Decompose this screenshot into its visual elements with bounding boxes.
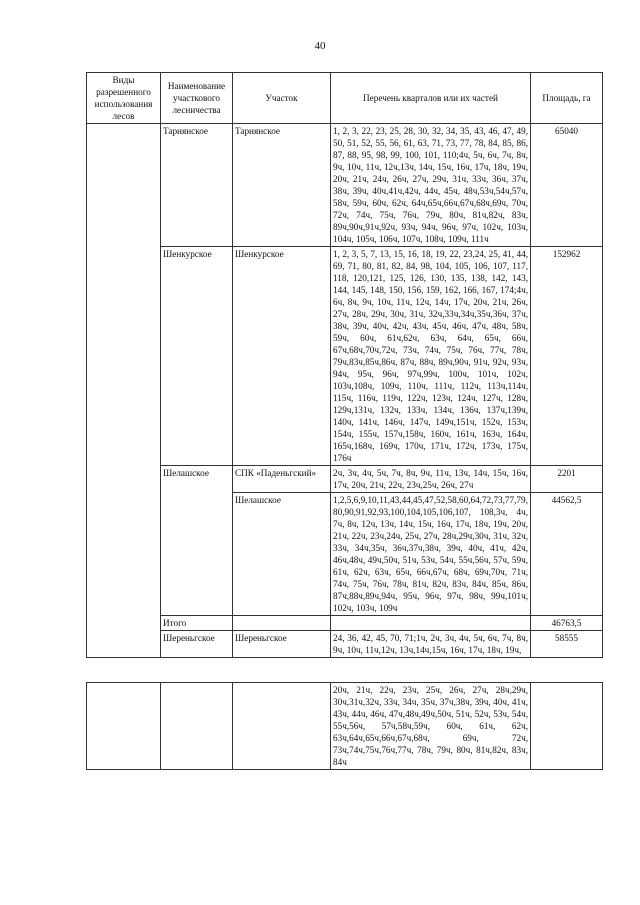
quarters-cell: 2ч, 3ч, 4ч, 5ч, 7ч, 8ч, 9ч, 11ч, 13ч, 14ч, 15ч, 16ч, 17ч, 20ч, 21ч, 22ч, 23ч,25ч, 26ч, 27ч — [331, 466, 531, 493]
header-quarters: Перечень кварталов или их частей — [331, 73, 531, 124]
forestry-cell: Шелашское — [161, 466, 233, 616]
quarters-cell: 1,2,5,6,9,10,11,43,44,45,47,52,58,60,64,72,73,77,79,80,90,91,92,93,100,104,105,106,107, 108,3ч, 4ч, 7ч, 8ч, 12ч, 13ч, 14ч, 15ч, 16ч, 17ч, 18ч, 19ч, 20ч, 21ч, 22ч, 23ч,24ч, 25ч, 27ч, 28ч,29ч,30ч, 31ч, 32ч, 33ч, 34ч,35ч, 36ч,37ч,38ч, 39ч, 40ч, 41ч, 42ч, 46ч,48ч, 49ч,50ч, 51ч, 53ч, 54ч, 55ч,56ч, 57ч, 59ч, 61ч, 62ч, 63ч, 65ч, 66ч,67ч, 68ч, 69ч,70ч, 71ч, 74ч, 75ч, 76ч, 78ч, 81ч, 82ч, 83ч, 84ч, 85ч, 86ч, 87ч,88ч,89ч,94ч, 95ч, 96ч, 97ч, 98ч, 99ч,101ч, 102ч, 103ч, 109ч — [331, 493, 531, 616]
page-number: 40 — [314, 40, 326, 52]
page-break-gap — [87, 658, 603, 683]
table-row — [87, 631, 603, 658]
area-cell: 2201 — [531, 466, 603, 493]
quarters-cell: 20ч, 21ч, 22ч, 23ч, 25ч, 26ч, 27ч, 28ч,29ч, 30ч,31ч,32ч, 33ч, 34ч, 35ч, 37ч,38ч, 39ч, 40ч, 41ч, 43ч, 44ч, 46ч, 47ч,48ч,49ч,50ч, 51ч, 52ч, 53ч, 54ч, 55ч,56ч, 57ч,58ч,59ч, 60ч, 61ч, 62ч, 63ч,64ч,65ч,66ч,67ч,68ч, 69ч, 72ч, 73ч,74ч,75ч,76ч,77ч, 78ч, 79ч, 80ч, 81ч,82ч, 83ч, 84ч — [331, 683, 531, 770]
area-cell — [531, 683, 603, 770]
forest-quarters-table — [86, 72, 603, 770]
forestry-cell — [161, 683, 233, 770]
quarters-cell — [331, 616, 531, 631]
section-cell — [233, 616, 331, 631]
table-row-continued — [87, 683, 603, 770]
table-row — [87, 247, 603, 466]
table-row-total — [87, 616, 603, 631]
quarters-cell: 1, 2, 3, 5, 7, 13, 15, 16, 18, 19, 22, 23,24, 25, 41, 44, 69, 71, 80, 81, 82, 84, 98, 104, 105, 106, 107, 117, 118, 120,121, 125, 126, 130, 135, 138, 142, 143, 144, 145, 148, 150, 156, 159, 162, 166, 167, 174;4ч, 6ч, 8ч, 9ч, 10ч, 11ч, 12ч, 14ч, 17ч, 20ч, 21ч, 26ч, 27ч, 28ч, 29ч, 30ч, 31ч, 32ч,33ч,34ч,35ч,36ч, 37ч, 38ч, 39ч, 40ч, 42ч, 43ч, 45ч, 46ч, 47ч, 48ч, 58ч, 59ч, 60ч, 61ч,62ч, 63ч, 64ч, 65ч, 66ч, 67ч,68ч,70ч,72ч, 73ч, 74ч, 75ч, 76ч, 77ч, 78ч, 79ч,83ч,85ч,86ч, 87ч, 88ч, 89ч,90ч, 91ч, 92ч, 93ч, 94ч, 95ч, 96ч, 97ч,99ч, 100ч, 101ч, 102ч, 103ч,108ч, 109ч, 110ч, 111ч, 112ч, 113ч,114ч, 115ч, 116ч, 119ч, 122ч, 123ч, 124ч, 127ч, 128ч, 129ч,131ч, 132ч, 133ч, 134ч, 136ч, 137ч,139ч, 140ч, 141ч, 146ч, 147ч, 149ч,151ч, 152ч, 153ч, 154ч, 155ч, 157ч,158ч, 160ч, 161ч, 163ч, 164ч, 165ч,168ч, 169ч, 170ч, 171ч, 172ч, 173ч, 175ч, 176ч — [331, 247, 531, 466]
table-header-row — [87, 73, 603, 124]
quarters-cell: 1, 2, 3, 22, 23, 25, 28, 30, 32, 34, 35, 43, 46, 47, 49, 50, 51, 52, 55, 56, 61, 63, 71, 73, 77, 78, 84, 85, 86, 87, 88, 95, 98, 99, 100, 101, 110;4ч, 5ч, 6ч, 7ч, 8ч, 9ч, 10ч, 11ч, 12ч,13ч, 14ч, 15ч, 16ч, 17ч, 18ч, 19ч, 20ч, 21ч, 24ч, 26ч, 27ч, 29ч, 31ч, 33ч, 36ч, 37ч, 38ч, 39ч, 40ч,41ч,42ч, 44ч, 45ч, 48ч,53ч,54ч,57ч, 58ч, 59ч, 60ч, 62ч, 64ч,65ч,66ч,67ч,68ч,69ч, 70ч, 72ч, 74ч, 75ч, 76ч, 79ч, 80ч, 81ч,82ч, 83ч, 89ч,90ч,91ч,92ч, 93ч, 94ч, 96ч, 97ч, 102ч, 103ч, 104ч, 105ч, 106ч, 107ч, 108ч, 109ч, 111ч — [331, 124, 531, 247]
forestry-cell: Тарнянское — [161, 124, 233, 247]
use-type-cell — [87, 683, 161, 770]
section-cell: Шелашское — [233, 493, 331, 616]
area-cell: 152962 — [531, 247, 603, 466]
table-row — [87, 466, 603, 493]
section-cell: Шенкурское — [233, 247, 331, 466]
header-use-type: Виды разрешенного использования лесов — [87, 73, 161, 124]
use-type-cell — [87, 124, 161, 658]
section-cell: СПК «Паденьгский» — [233, 466, 331, 493]
area-cell: 44562,5 — [531, 493, 603, 616]
header-area: Площадь, га — [531, 73, 603, 124]
table-row — [87, 124, 603, 247]
area-cell: 65040 — [531, 124, 603, 247]
header-forestry: Наименование участкового лесничества — [161, 73, 233, 124]
forestry-cell: Шенкурское — [161, 247, 233, 466]
header-section: Участок — [233, 73, 331, 124]
section-cell: Тарнянское — [233, 124, 331, 247]
section-cell: Шереньгское — [233, 631, 331, 658]
total-area-cell: 46763,5 — [531, 616, 603, 631]
section-cell — [233, 683, 331, 770]
quarters-cell: 24, 36, 42, 45, 70, 71;1ч, 2ч, 3ч, 4ч, 5ч, 6ч, 7ч, 8ч, 9ч, 10ч, 11ч,12ч, 13ч,14ч,15ч, 16ч, 17ч, 18ч, 19ч, — [331, 631, 531, 658]
area-cell: 58555 — [531, 631, 603, 658]
total-label-cell: Итого — [161, 616, 233, 631]
forestry-cell: Шереньгское — [161, 631, 233, 658]
